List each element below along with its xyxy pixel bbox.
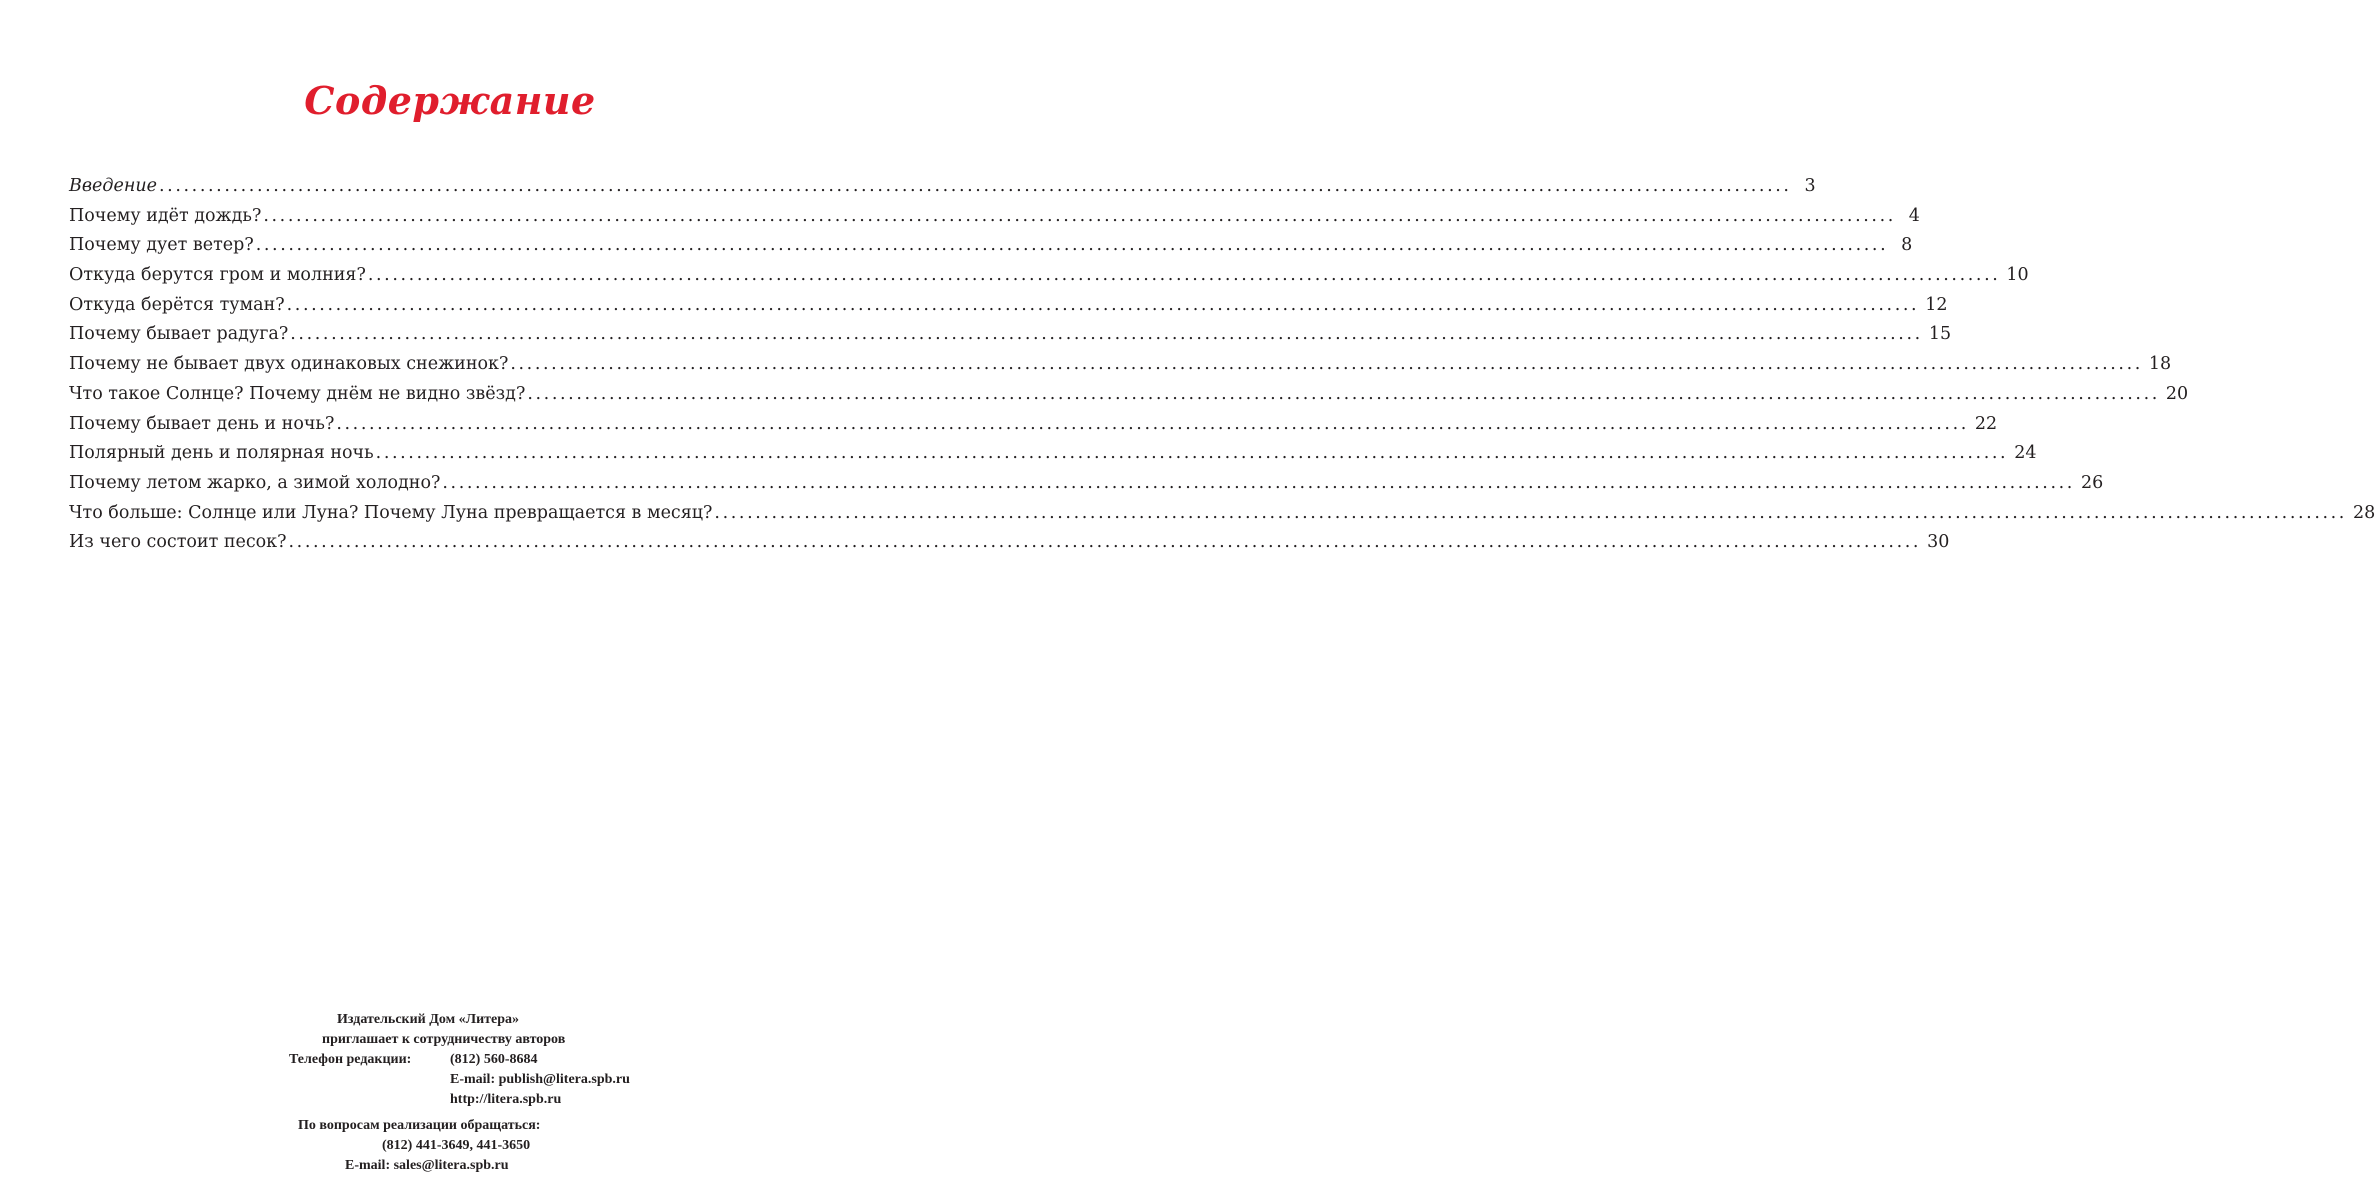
toc-leader-dots: ........................................................................................................................................................................................................ bbox=[288, 532, 1922, 553]
publisher-name: Издательский Дом «Литера» bbox=[337, 1012, 520, 1027]
toc-entry-title: Из чего состоит песок? bbox=[69, 532, 287, 553]
sales-email[interactable]: E-mail: sales@litera.spb.ru bbox=[345, 1158, 509, 1173]
toc-leader-dots: ........................................................................................................................................................................................................ bbox=[159, 176, 1792, 196]
toc-entry-page: 24 bbox=[2014, 443, 2037, 464]
toc-leader-dots: ........................................................................................................................................................................................................ bbox=[286, 294, 1920, 315]
sales-label: По вопросам реализации обращаться: bbox=[298, 1118, 541, 1133]
editorial-email[interactable]: E-mail: publish@litera.spb.ru bbox=[450, 1072, 630, 1087]
toc-entry[interactable] bbox=[69, 320, 1952, 350]
toc-entry-page: 18 bbox=[2148, 354, 2172, 375]
toc-entry-page: 22 bbox=[1974, 413, 1998, 434]
toc-entry-page: 26 bbox=[2080, 472, 2104, 493]
toc-entry-title: Откуда берутся гром и молния? bbox=[69, 265, 366, 286]
toc-leader-dots: ........................................................................................................................................................................................................ bbox=[255, 235, 1889, 256]
toc-entry-page: 3 bbox=[1804, 176, 1816, 196]
toc-entry[interactable] bbox=[69, 528, 1950, 558]
toc-entry-title: Введение bbox=[69, 176, 158, 196]
toc-entry-title: Полярный день и полярная ночь bbox=[69, 443, 374, 464]
toc-entry[interactable] bbox=[69, 261, 2029, 291]
toc-entry[interactable] bbox=[69, 202, 1920, 232]
page-title: Содержание bbox=[304, 78, 596, 123]
toc-entry-title: Почему бывает день и ночь? bbox=[69, 413, 335, 434]
phone-label: Телефон редакции: bbox=[289, 1052, 412, 1067]
toc-entry-page: 12 bbox=[1925, 294, 1948, 315]
toc-leader-dots: ........................................................................................................................................................................................................ bbox=[442, 472, 2075, 493]
toc-entry-title: Откуда берётся туман? bbox=[69, 294, 285, 315]
toc-leader-dots: ........................................................................................................................................................................................................ bbox=[510, 354, 2143, 375]
toc-leader-dots: ........................................................................................................................................................................................................ bbox=[263, 205, 1896, 226]
table-of-contents bbox=[69, 172, 2375, 558]
toc-entry-page: 20 bbox=[2165, 383, 2189, 404]
toc-entry-page: 15 bbox=[1928, 324, 1952, 345]
toc-leader-dots: ........................................................................................................................................................................................................ bbox=[375, 443, 2009, 464]
toc-entry-title: Почему летом жарко, а зимой холодно? bbox=[69, 472, 441, 493]
toc-entry-page: 10 bbox=[2006, 265, 2029, 286]
toc-leader-dots: ........................................................................................................................................................................................................ bbox=[714, 502, 2347, 523]
author-invitation: приглашает к сотрудничеству авторов bbox=[322, 1032, 566, 1047]
toc-leader-dots: ........................................................................................................................................................................................................ bbox=[336, 413, 1969, 434]
toc-entry[interactable] bbox=[69, 172, 1816, 202]
toc-entry[interactable] bbox=[69, 380, 2189, 410]
website-link[interactable]: http://litera.spb.ru bbox=[450, 1092, 562, 1107]
toc-entry-page: 30 bbox=[1927, 532, 1950, 553]
toc-entry-title: Что больше: Солнце или Луна? Почему Луна превращается в месяц? bbox=[69, 502, 713, 523]
toc-entry[interactable] bbox=[69, 469, 2104, 499]
toc-leader-dots: ........................................................................................................................................................................................................ bbox=[367, 265, 2001, 286]
toc-entry-page: 8 bbox=[1901, 235, 1913, 256]
toc-entry-title: Что такое Солнце? Почему днём не видно звёзд? bbox=[69, 383, 526, 404]
toc-entry[interactable] bbox=[69, 439, 2037, 469]
toc-entry[interactable] bbox=[69, 350, 2172, 380]
toc-leader-dots: ........................................................................................................................................................................................................ bbox=[290, 324, 1923, 345]
toc-entry-title: Почему дует ветер? bbox=[69, 235, 254, 256]
toc-entry-page: 4 bbox=[1908, 205, 1920, 226]
toc-entry-title: Почему бывает радуга? bbox=[69, 324, 289, 345]
toc-entry[interactable] bbox=[69, 410, 1998, 440]
toc-entry[interactable] bbox=[69, 499, 2375, 529]
toc-entry[interactable] bbox=[69, 231, 1913, 261]
toc-entry-title: Почему идёт дождь? bbox=[69, 205, 262, 226]
toc-entry[interactable] bbox=[69, 291, 1948, 321]
sales-phone: (812) 441-3649, 441-3650 bbox=[382, 1138, 531, 1153]
toc-leader-dots: ........................................................................................................................................................................................................ bbox=[527, 383, 2160, 404]
toc-entry-page: 28 bbox=[2352, 502, 2375, 523]
phone-number: (812) 560-8684 bbox=[450, 1052, 538, 1067]
toc-entry-title: Почему не бывает двух одинаковых снежинок? bbox=[69, 354, 509, 375]
